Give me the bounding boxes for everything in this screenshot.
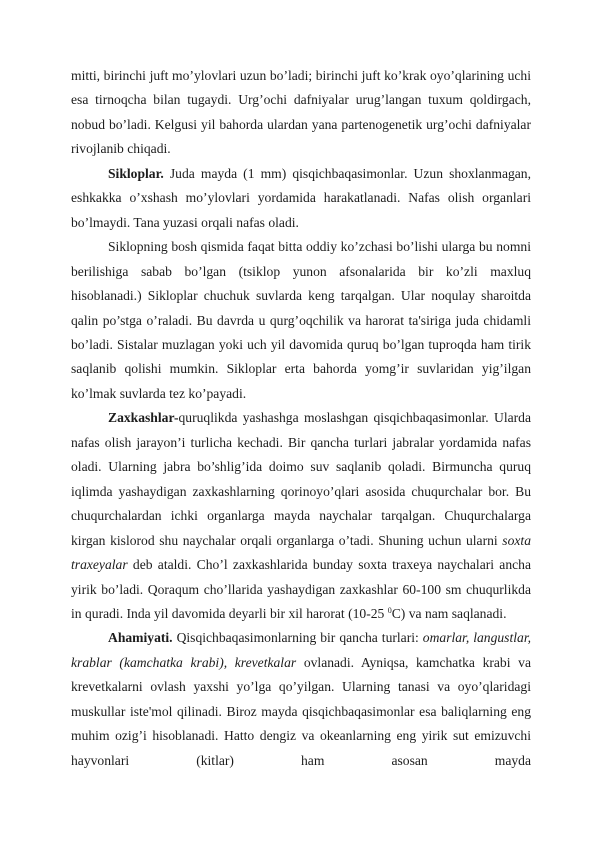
document-text bbox=[71, 64, 531, 773]
paragraph-text: mitti, birinchi juft mo’ylovlari uzun bo’ladi; birinchi juft ko’krak oyo’qlarining uchi esa tirnoqcha bilan tugaydi. Urg’ochi dafniyalar urug’langan tuxum qoldirgach, nobud bo’ladi. Kelgusi yil bahorda ulardan yana partenogenetik urg’ochi dafniyalar rivojlanib chiqadi. bbox=[71, 68, 531, 157]
degree-superscript: 0 bbox=[387, 605, 392, 615]
paragraph-text: deb ataldi. Cho’l zaxkashlarida bunday soxta traxeya naychalari ancha yirik bo’ladi. Qoraqum cho’llarida yashaydigan zaxkashlar 60-100 sm chuqurlikda in quradi. Inda yil davomida deyarli bir xil harorat (10-25 bbox=[71, 557, 531, 621]
paragraph-text: Juda mayda (1 mm) qisqichbaqasimonlar. Uzun shoxlanmagan, eshkakka o’xshash mo’ylovlari yordamida harakatlanadi. Nafas olish organlari bo’lmaydi. Tana yuzasi orqali nafas oladi. bbox=[71, 165, 531, 230]
italic-species-list: omarlar, langustlar, krablar (kamchatka krabi), krevetkalar bbox=[71, 630, 532, 670]
paragraph-zaxkashlar bbox=[71, 406, 531, 626]
paragraph-dafniyalar-end bbox=[71, 64, 531, 162]
paragraph-siklop-description bbox=[71, 235, 531, 406]
section-title-zaxkashlar: Zaxkashlar- bbox=[108, 410, 179, 426]
paragraph-sikloplar bbox=[71, 162, 531, 235]
italic-term: soxta traxeyalar bbox=[71, 532, 531, 573]
paragraph-text: Qisqichbaqasimonlarning bir qancha turlari: bbox=[172, 630, 423, 646]
paragraph-text: quruqlikda yashashga moslashgan qisqichbaqasimonlar. Ularda nafas olish jarayon’i turlicha kechadi. Bir qancha turlari jabralar yordamida nafas oladi. Ularning jabra bo’shlig’ida doimo suv saqlanib qoladi. Birmuncha quruq iqlimda yashaydigan zaxkashlarning qorinoyo’qlari asosida chuqurchalar bor. Bu chuqurchalardan ichki organlarga mayda naychalar tarqalgan. Chuqurchalarga kirgan kislorod shu naychalar orqali organlarga o’tadi. Shuning uchun ularni bbox=[71, 410, 531, 548]
paragraph-text: Siklopning bosh qismida faqat bitta oddiy ko’zchasi bo’lishi ularga bu nomni berilishiga sabab bo’lgan (tsiklop yunon afsonalarida bir ko’zli maxluq hisoblanadi.) Sikloplar chuchuk suvlarda keng tarqalgan. Ular noqulay sharoitda qalin po’stga o’raladi. Bu davrda u qurg’oqchilik va harorat ta'siriga juda chidamli bo’ladi. Sistalar muzlagan yoki uch yil davomida quruq bo’lgan tuproqda ham tirik saqlanib qolishi mumkin. Sikloplar erta bahorda yomg’ir suvlaridan yig’ilgan ko’lmak suvlarda tez ko’payadi. bbox=[71, 239, 531, 401]
paragraph-text: C) va nam saqlanadi. bbox=[391, 605, 507, 621]
paragraph-text: ovlanadi. Ayniqsa, kamchatka krabi va krevetkalarni ovlash yaxshi yo’lga qo’yilgan. Ularning tanasi va oyo’qlaridagi muskullar iste'mol qilinadi. Biroz mayda qisqichbaqasimonlar esa baliqlarning eng muhim ozig’i hisoblanadi. Hatto dengiz va okeanlarning eng yirik sut emizuvchi hayvonlari (kitlar) ham asosan mayda bbox=[71, 654, 531, 768]
section-title-sikloplar: Sikloplar. bbox=[108, 165, 164, 181]
paragraph-ahamiyati bbox=[71, 626, 531, 773]
section-title-ahamiyati: Ahamiyati. bbox=[108, 630, 173, 646]
